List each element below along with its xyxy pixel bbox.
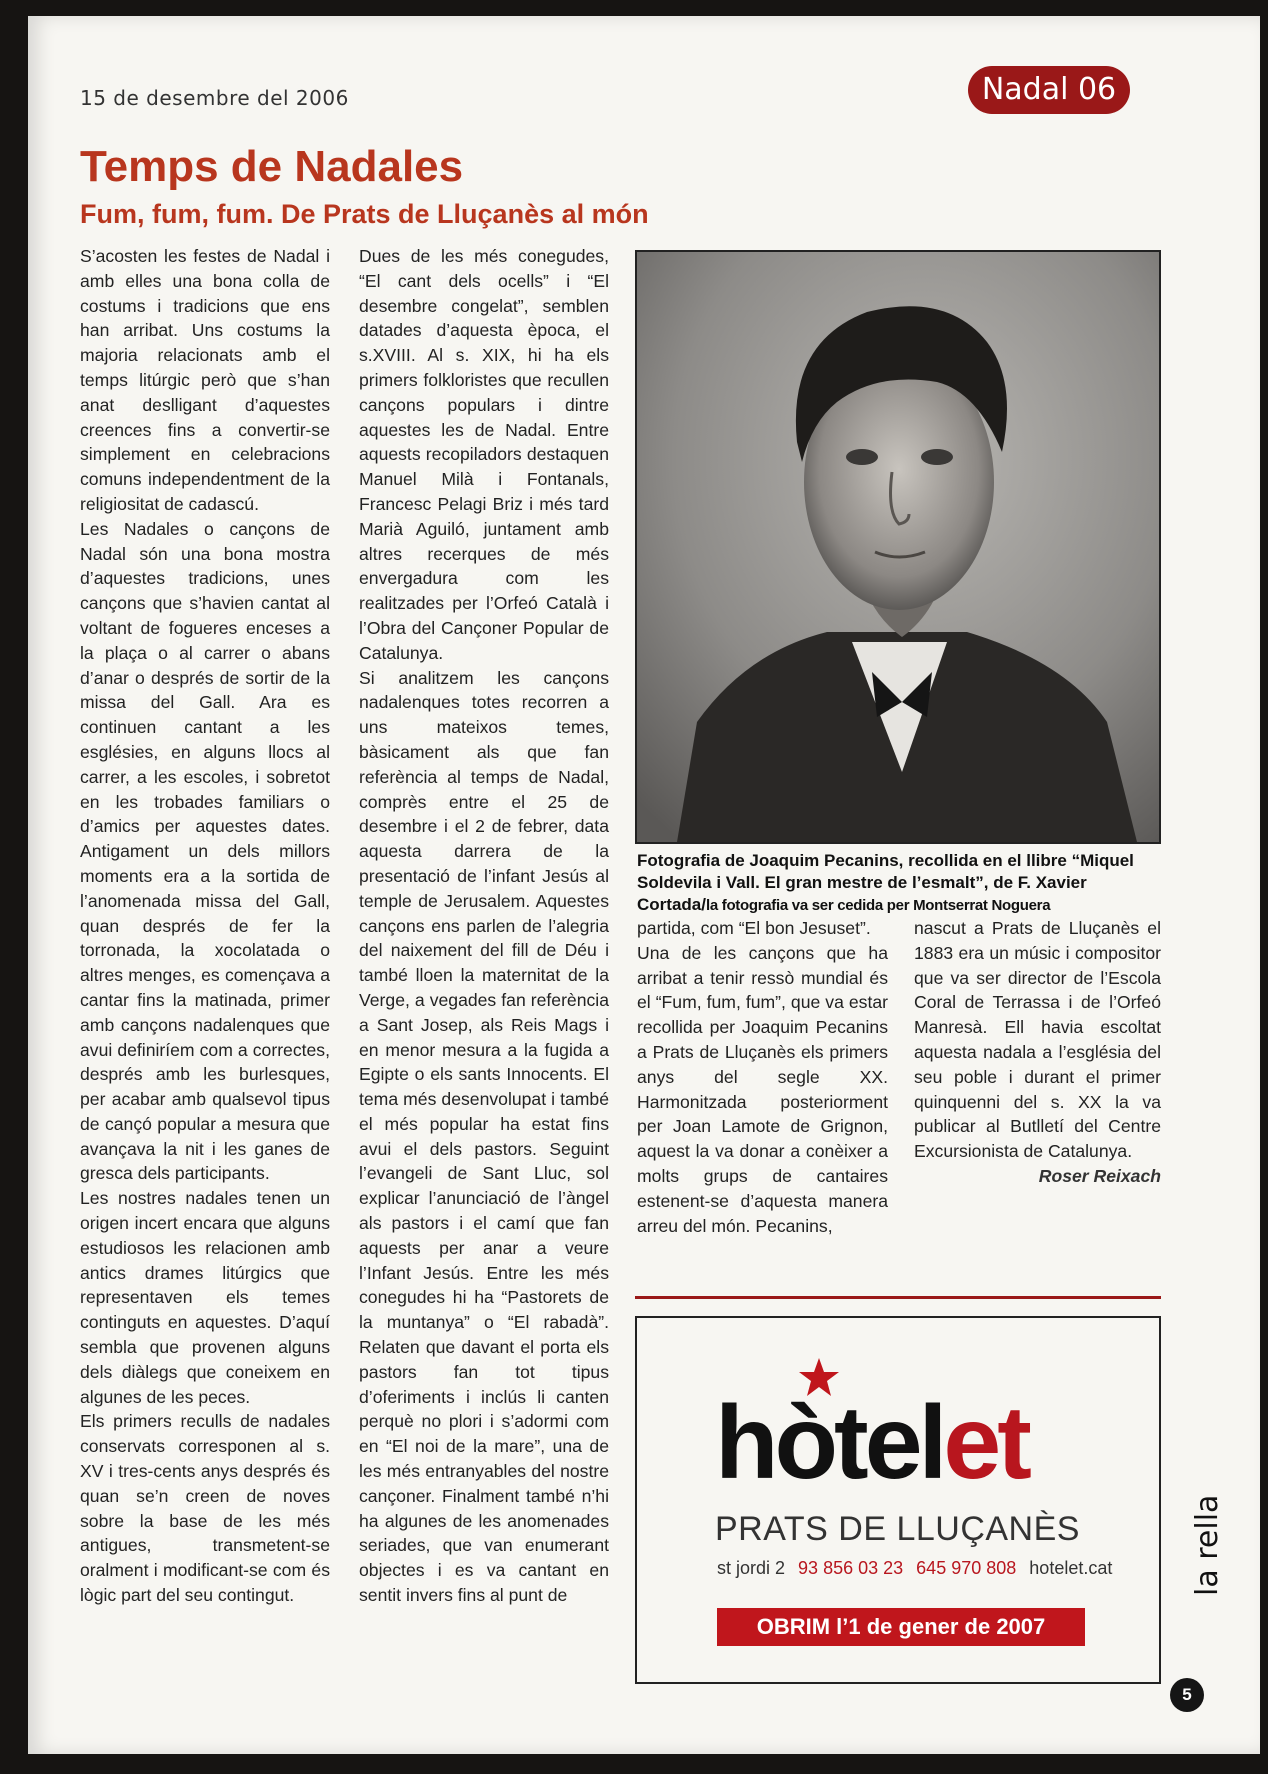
magazine-name: la rella [1190, 1494, 1225, 1596]
hotel-website: hotelet.cat [1029, 1558, 1113, 1578]
article-column-3 [637, 916, 888, 1238]
paragraph: Dues de les més conegudes, “El cant dels ocells” i “El desembre congelat”, semblen datades d’aquesta època, el s.XVIII. Al s. XIX, hi ha els primers folkloristes que recullen cançons populars i dintre aquestes les de Nadal. Entre aquests recopiladors destaquen Manuel Milà i Fontanals, Francesc Pelagi Briz i més tard Marià Aguiló, juntament amb altres recerques de més envergadura com les realitzades per l’Orfeó Català i l’Obra del Cançoner Popular de Catalunya. [359, 246, 609, 663]
hotel-address: st jordi 2 [717, 1558, 786, 1578]
hotel-phone-2: 645 970 808 [916, 1558, 1017, 1578]
article-column-2 [359, 244, 609, 1608]
section-badge: Nadal 06 [968, 66, 1130, 114]
hotel-town: PRATS DE LLUÇANÈS [715, 1510, 1080, 1548]
page-number: 5 [1170, 1678, 1204, 1712]
author-signature: Roser Reixach [1038, 1165, 1161, 1186]
caption-text: Fotografia de Joaquim Pecanins, recollida en el llibre “Miquel Soldevila i Vall. El gran mestre de l’esmalt”, de F. Xavier Cortada/ [637, 851, 1134, 914]
hotel-phone-1: 93 856 03 23 [798, 1558, 904, 1578]
magazine-page [28, 16, 1260, 1754]
paragraph: partida, com “El bon Jesuset”. [637, 918, 871, 938]
divider-rule [635, 1296, 1161, 1299]
paragraph: S’acosten les festes de Nadal i amb elles una bona colla de costums i tradicions que ens han arribat. Uns costums la majoria relacionats amb el temps litúrgic però que s’han anat deslligant d’aquestes creences fins a convertir-se simplement en celebracions comuns independentment de la religiositat de cadascú. [80, 246, 330, 514]
paragraph: nascut a Prats de Lluçanès el 1883 era un músic i compositor que va ser director de l’Escola Coral de Terrassa i de l’Orfeó Manresà. Ell havia escoltat aquesta nadala a l’església del seu poble i durant el primer quinquenni del s. XX la va publicar al Butlletí del Centre Excursionista de Catalunya. [914, 918, 1161, 1162]
logo-main: hòtel [715, 1385, 944, 1501]
portrait-image [637, 252, 1159, 842]
article-title: Temps de Nadales [80, 142, 464, 191]
hotel-logo [715, 1384, 1028, 1503]
paragraph: Els primers reculls de nadales conservats corresponen al s. XV i tres-cents anys després és quan se’n creen de noves sobre la base de les més antigues, transmetent-se oralment i modificant-se com és lògic part del seu contingut. [80, 1411, 330, 1606]
hotel-contact [717, 1558, 1112, 1579]
paragraph: Una de les cançons que ha arribat a tenir ressò mundial és el “Fum, fum, fum”, que va estar recollida per Joaquim Pecanins a Prats de Lluçanès els primers anys del segle XX. Harmonitzada posteriorment per Joan Lamote de Grignon, aquest la va donar a conèixer a molts grups de cantaires estenent-se d’aquesta manera arreu del món. Pecanins, [637, 942, 888, 1236]
article-subtitle: Fum, fum, fum. De Prats de Lluçanès al món [80, 199, 649, 229]
photo-caption [637, 850, 1163, 917]
paragraph: Les nostres nadales tenen un origen incert encara que alguns estudiosos les relacionen amb antics drames litúrgics que representaven els temes continguts en aquestes. D’aquí sembla que provenen alguns dels diàlegs que coneixem en algunes de les peces. [80, 1188, 330, 1407]
opening-banner: OBRIM l’1 de gener de 2007 [717, 1608, 1085, 1646]
issue-date: 15 de desembre del 2006 [80, 86, 349, 110]
hotel-advertisement [635, 1316, 1161, 1684]
logo-accent: et [943, 1385, 1028, 1501]
caption-credit: la fotografia va ser cedida per Montserrat Noguera [705, 897, 1051, 914]
article-column-4 [914, 916, 1161, 1189]
paragraph: Si analitzem les cançons nadalenques totes recorren a uns mateixos temes, bàsicament als que fan referència al temps de Nadal, comprès entre el 25 de desembre i el 2 de febrer, data aquesta darrera de la presentació de l’infant Jesús al temple de Jerusalem. Aquestes cançons ens parlen de l’alegria del naixement del fill de Déu i també lloen la maternitat de la Verge, a vegades fan referència a Sant Josep, als Reis Mags i en menor mesura a la fugida a Egipte o els sants Innocents. El tema més desenvolupat i també el més popular ha estat fins avui el dels pastors. Seguint l’evangeli de Sant Lluc, sol explicar l’anunciació de l’àngel als pastors i el camí que fan aquests per anar a veure l’Infant Jesús. Entre les més conegudes hi ha “Pastorets de la muntanya” o “El rabadà”. Relaten que davant el porta els pastors fan tot tipus d’oferiments i inclús li canten perquè no plori i s’adormi com en “El noi de la mare”, una de les més entranyables del nostre cançoner. Finalment també n’hi ha algunes de les anomenades seriades, que van enumerant objectes i es va cantant en sentit invers fins al punt de [359, 667, 609, 1606]
paragraph: Les Nadales o cançons de Nadal són una bona mostra d’aquestes tradicions, unes cançons que s’havien cantat al voltant de fogueres enceses a la plaça o al carrer o abans d’anar o després de sortir de la missa del Gall. Ara es continuen cantant a les esglésies, en alguns llocs al carrer, a les escoles, i sobretot en les trobades familiars o d’amics per aquestes dates. Antigament un dels millors moments era a la sortida de l’anomenada missa del Gall, quan després de fer la torronada, la xocolatada o altres menges, es començava a cantar fins la matinada, primer amb cançons nadalenques que avui definiríem com a correctes, després amb les burlesques, per acabar amb qualsevol tipus de cançó popular a mesura que avançava la nit i les ganes de gresca dels participants. [80, 518, 330, 1184]
article-column-1 [80, 244, 330, 1608]
portrait-photo [635, 250, 1161, 844]
